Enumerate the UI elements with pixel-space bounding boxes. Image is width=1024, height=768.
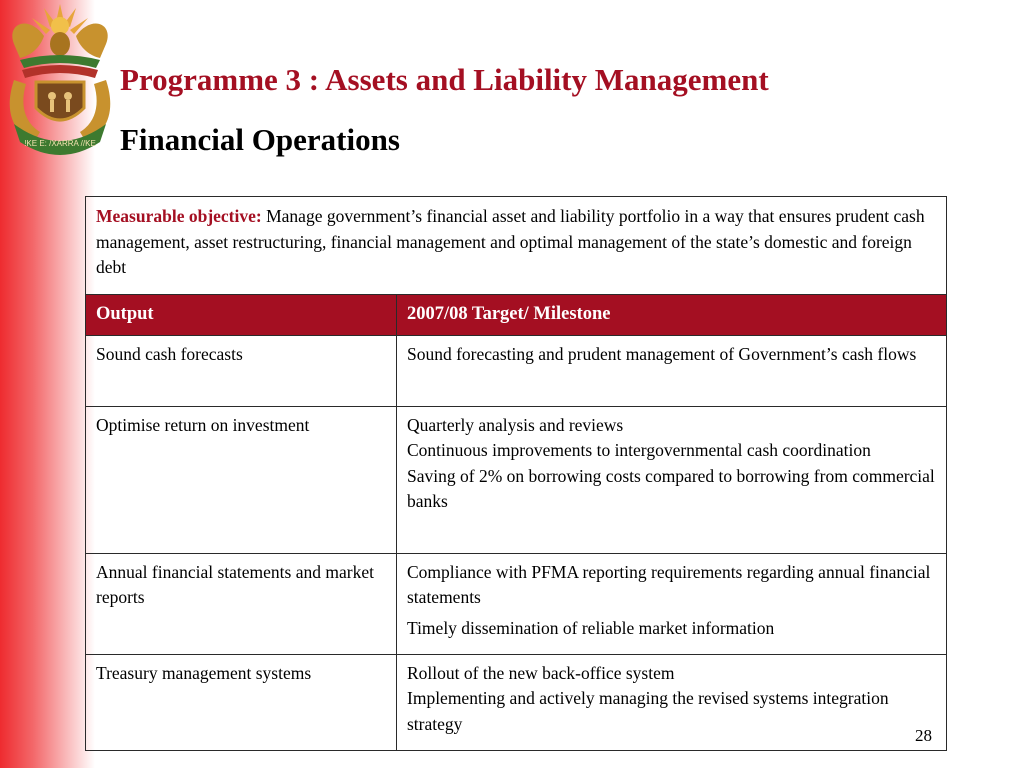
objective-cell: [86, 197, 947, 295]
target-line: Sound forecasting and prudent management of Government’s cash flows: [407, 343, 917, 364]
target-line: Timely dissemination of reliable market information: [407, 617, 775, 638]
page-subtitle: Financial Operations: [120, 122, 400, 157]
column-header-output: Output: [86, 294, 397, 335]
target-line: Implementing and actively managing the revised systems integration strategy: [407, 688, 889, 734]
table-row: [86, 406, 947, 553]
target-line: Continuous improvements to intergovernmental cash coordination: [407, 440, 871, 460]
target-line: Rollout of the new back-office system: [407, 662, 675, 683]
objective-label: Measurable objective:: [96, 206, 262, 226]
page-number: 28: [915, 726, 932, 745]
target-line: Compliance with PFMA reporting requirements regarding annual financial statements: [407, 561, 931, 607]
target-cell: [397, 654, 947, 750]
table-row: [86, 654, 947, 750]
target-line: Quarterly analysis and reviews: [407, 414, 624, 435]
operations-table: [85, 196, 947, 751]
target-cell: [397, 553, 947, 654]
table-row: [86, 335, 947, 406]
output-cell: Annual financial statements and market reports: [86, 553, 397, 654]
column-header-target: 2007/08 Target/ Milestone: [397, 294, 947, 335]
output-cell: Treasury management systems: [86, 654, 397, 750]
table-header-row: [86, 294, 947, 335]
output-cell: Optimise return on investment: [86, 406, 397, 553]
table-row: [86, 553, 947, 654]
objective-text: Manage government’s financial asset and liability portfolio in a way that ensures prudent cash management, asset restructuring, financial management and optimal management of the state’s domestic and foreign debt: [96, 206, 925, 277]
page-title: Programme 3 : Assets and Liability Management: [120, 62, 769, 97]
objective-row: [86, 197, 947, 295]
target-cell: [397, 335, 947, 406]
target-line: Saving of 2% on borrowing costs compared to borrowing from commercial banks: [407, 465, 935, 511]
svg-text:!KE E: /XARRA //KE: !KE E: /XARRA //KE: [24, 139, 96, 148]
target-cell: [397, 406, 947, 553]
output-cell: Sound cash forecasts: [86, 335, 397, 406]
coat-of-arms-icon: [0, 0, 125, 160]
